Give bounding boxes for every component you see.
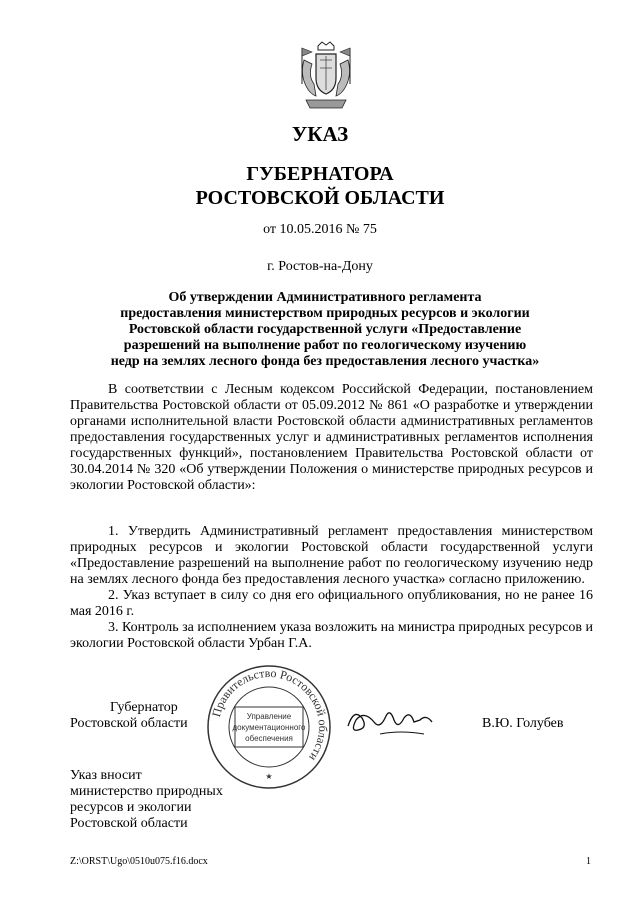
decree-item: 3. Контроль за исполнением указа возложить на министра природных ресурсов и экологии Ростовской области Урбан Г.А. (70, 620, 593, 651)
note-line: Указ вносит (70, 768, 142, 783)
preamble-paragraph (70, 382, 593, 494)
coat-of-arms-emblem (296, 40, 356, 112)
issuer-line-1: ГУБЕРНАТОРА (246, 163, 394, 185)
heading-line: предоставления министерством природных ресурсов и экологии (120, 306, 530, 321)
handwritten-signature (340, 700, 450, 740)
document-type-title: УКАЗ (291, 122, 349, 146)
issuer-title (0, 162, 640, 210)
note-line: ресурсов и экологии (70, 800, 192, 815)
stamp-ring-text: Правительство Ростовской области (209, 665, 331, 764)
heading-line: Ростовской области государственной услуги «Предоставление (128, 322, 522, 337)
decree-heading (60, 290, 590, 370)
note-line: Ростовской области (70, 816, 188, 831)
signatory-title (70, 700, 220, 732)
heading-line: разрешений на выполнение работ по геологическому изучению (123, 338, 527, 353)
page-number: 1 (586, 856, 591, 867)
svg-text:★: ★ (265, 772, 273, 781)
decree-items (70, 524, 593, 652)
issuer-line-2: РОСТОВСКОЙ ОБЛАСТИ (195, 187, 445, 209)
signatory-title-line: Губернатор (110, 700, 178, 715)
decree-date-number: от 10.05.2016 № 75 (263, 222, 377, 237)
city-name: г. Ростов-на-Дону (267, 259, 373, 274)
decree-item: 1. Утвердить Административный регламент предоставления министерством природных ресурсов и экологии Ростовской области государственной услуги «Предоставление разрешений на выполнение работ по геологическому изучению недр на землях лесного фонда без предоставления лесного участка» согласно приложению. (70, 524, 593, 587)
signatory-title-line: Ростовской области (70, 716, 188, 731)
stamp-center-line: документационного (232, 723, 306, 732)
stamp-center-line: обеспечения (245, 734, 293, 743)
note-line: министерство природных (70, 784, 223, 799)
heading-line: недр на землях лесного фонда без предоставления лесного участка» (110, 354, 540, 369)
file-path-footer: Z:\ORST\Ugo\0510u075.f16.docx (70, 856, 208, 867)
submitted-by-note (70, 768, 273, 832)
preamble-text: В соответствии с Лесным кодексом Российской Федерации, постановлением Правительства Ростовской области от 05.09.2012 № 861 «О разработке и утверждении органами исполнительной власти Ростовской области административных регламентов предоставления государственных услуг и административных регламентов исполнения государственных функций», постановлением Правительства Ростовской области от 30.04.2014 № 320 «Об утверждении Положения о министерстве природных ресурсов и экологии Ростовской области»: (70, 382, 593, 493)
decree-item: 2. Указ вступает в силу со дня его официального опубликования, но не ранее 16 мая 2016 г. (70, 588, 593, 619)
stamp-center-line: Управление (246, 712, 292, 721)
heading-line: Об утверждении Административного регламента (168, 290, 482, 305)
signatory-name: В.Ю. Голубев (482, 716, 564, 731)
